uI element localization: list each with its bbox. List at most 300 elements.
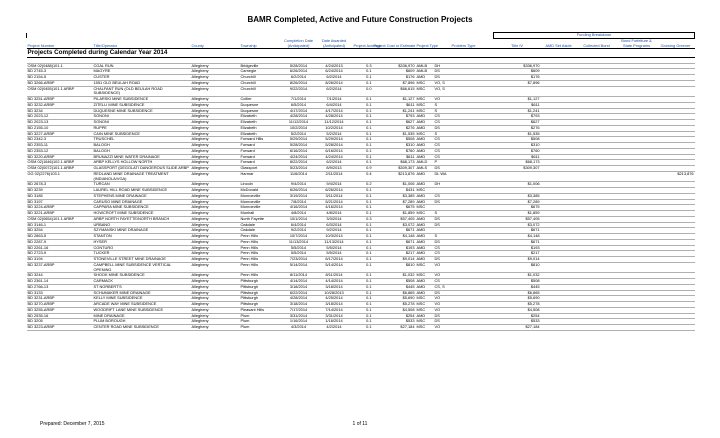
cell-project-number: BD 3146-1 <box>27 222 93 228</box>
cell-completion: 10/7/2014 <box>282 234 316 240</box>
cell-title-iv: $27,184 <box>494 325 541 331</box>
cell-problem: VO <box>434 262 494 273</box>
cell-type: AMLD <box>416 160 434 166</box>
cell-township: Pittsburgh <box>240 296 282 302</box>
cell-growing <box>657 86 695 97</box>
cell-title: WOODRIFT LANE MINE SUBSIDENCE <box>93 307 191 313</box>
cell-township: Monroeville <box>240 193 282 199</box>
cell-awarded: 10/28/2013 <box>316 290 353 296</box>
cell-title: KELLY MINE SUBSIDENCE <box>93 296 191 302</box>
cell-growing <box>657 325 695 331</box>
cell-township: Forward Hills <box>240 137 282 143</box>
cell-type: MSC <box>416 302 434 308</box>
cell-project-number: BD 3133 <box>27 290 93 296</box>
cell-awarded: 10/3/2014 <box>316 234 353 240</box>
cell-completion: 7/17/2014 <box>282 307 316 313</box>
cell-awarded: 4/25/2014 <box>316 296 353 302</box>
cell-title-iv: $57,405 <box>494 216 541 222</box>
cell-title: CENTER ROAD MINE SUBSIDENCE <box>93 325 191 331</box>
cell-county: Allegheny <box>191 143 240 149</box>
cell-county: Allegheny <box>191 239 240 245</box>
cell-project-number: BD 3227-ARBP <box>27 131 93 137</box>
cell-problem: DS <box>434 313 494 319</box>
cell-cost: $627 <box>373 120 416 126</box>
cell-acreage: 0.1 <box>353 239 373 245</box>
cell-title: COAL RUN <box>93 63 191 69</box>
cell-title: CONTURO <box>93 245 191 251</box>
cell-project-number: BD 2353-12 <box>27 148 93 154</box>
cell-title-iv: $627 <box>494 120 541 126</box>
cell-cost: $793 <box>373 114 416 120</box>
cell-title-iv: $671 <box>494 239 541 245</box>
cell-project-number: GG 02(2276)103.1 <box>27 171 93 182</box>
cell-county: Allegheny <box>191 193 240 199</box>
cell-awarded: 6/26/2014 <box>316 188 353 194</box>
cell-project-number: BD 2261-16 <box>27 245 93 251</box>
cell-title-iv: $68,173 <box>494 160 541 166</box>
cell-awarded: 4/24/2014 <box>316 154 353 160</box>
cell-county: Allegheny <box>191 284 240 290</box>
cell-project-number: BD 3232-ARBP <box>27 102 93 108</box>
cell-acreage: 0.1 <box>353 257 373 263</box>
cell-cost: $66,615 <box>373 86 416 97</box>
cell-acreage: 0.1 <box>353 290 373 296</box>
cell-project-number: BD 3237-ARBP <box>27 262 93 273</box>
cell-awarded: 6/2/2014 <box>316 75 353 81</box>
cell-type: MSC <box>416 307 434 313</box>
column-header-awarded: Date Awarded (Anticipated) <box>316 38 353 49</box>
cell-problem: DS <box>434 319 494 325</box>
cell-project-number: BD 3254 <box>27 228 93 234</box>
cell-cost: $533 <box>373 319 416 325</box>
cell-project-number: BD 2287-9 <box>27 239 93 245</box>
cell-county: Allegheny <box>191 102 240 108</box>
cell-title-iv: $276 <box>494 125 541 131</box>
cell-title: DUQUESNE MINE SUBSIDENCE <box>93 108 191 114</box>
cell-acreage: 0.1 <box>353 279 373 285</box>
cell-acreage: 0.1 <box>353 80 373 86</box>
cell-township: Churchill <box>240 86 282 97</box>
cell-title: STONEVILLE STREET MINE DRAINAGE <box>93 257 191 263</box>
cell-project-number: BD 3244 <box>27 273 93 279</box>
cell-awarded: 6/24/2014 <box>316 69 353 75</box>
cell-title-iv <box>494 171 541 182</box>
cell-county: Allegheny <box>191 182 240 188</box>
cell-township: Glassport <box>240 166 282 172</box>
cell-title: SZYMANSKI MINE DRAINAGE <box>93 228 191 234</box>
cell-problem: CS <box>434 154 494 160</box>
cell-township: Oakdale <box>240 228 282 234</box>
cell-township: Elizabeth <box>240 120 282 126</box>
cell-title-iv: $1,241 <box>494 108 541 114</box>
cell-completion: 3/31/2014 <box>282 313 316 319</box>
cell-acreage: 0.1 <box>353 193 373 199</box>
cell-type: AMD <box>416 148 434 154</box>
cell-county: Allegheny <box>191 114 240 120</box>
cell-acreage: 0.1 <box>353 97 373 103</box>
column-header-bond: Collected Bond <box>577 38 617 49</box>
cell-project-number: BD 3221-ARBP <box>27 211 93 217</box>
cell-awarded: 7/1/2014 <box>316 97 353 103</box>
cell-title-iv: $445 <box>494 284 541 290</box>
cell-type: AMD <box>416 182 434 188</box>
cell-problem: P <box>434 160 494 166</box>
cell-type: AMD <box>416 143 434 149</box>
cell-completion: 6/2/2014 <box>282 75 316 81</box>
cell-title: PLUM BOROUGH <box>93 319 191 325</box>
cell-county: Allegheny <box>191 211 240 217</box>
column-header-problem: Problem Type <box>434 38 494 49</box>
cell-title-iv: $1,006 <box>494 182 541 188</box>
cell-title-iv: $1,535 <box>494 131 541 137</box>
column-header-type: Project Type <box>416 38 434 49</box>
cell-acreage: 0.1 <box>353 273 373 279</box>
cell-problem: DS <box>434 125 494 131</box>
cell-completion: 10/2/2014 <box>282 125 316 131</box>
table-row <box>27 171 695 182</box>
cell-title: CAMPBELL MINE SUBSIDENCE VERTICAL OPENING <box>93 262 191 273</box>
cell-problem: S <box>434 234 494 240</box>
cell-type: AMD <box>416 239 434 245</box>
cell-title: CARUSO MINE DRAINAGE <box>93 199 191 205</box>
cell-project-number: OSM 02(1646)102.1 ARBP <box>27 160 93 166</box>
cell-township: Penn Hills <box>240 239 282 245</box>
cell-title-iv: $609 <box>494 69 541 75</box>
cell-type: AMLS <box>416 166 434 172</box>
cell-county: Allegheny <box>191 69 240 75</box>
cell-acreage: 0.1 <box>353 211 373 217</box>
cell-title-iv: $810 <box>494 262 541 273</box>
cell-type: AMD <box>416 284 434 290</box>
cell-project-number: BD 2745-3 <box>27 69 93 75</box>
cell-problem: DS <box>434 239 494 245</box>
cell-type: AMLB <box>416 63 434 69</box>
cell-bond <box>577 171 617 182</box>
cell-awarded: 4/16/2014 <box>316 205 353 211</box>
cell-acreage: 0.1 <box>353 284 373 290</box>
cell-problem: CS <box>434 279 494 285</box>
cell-title: CHALFANT RUN (OLD BEULAH ROAD SUBSIDENCE) <box>93 86 191 97</box>
cell-completion: 7/23/2014 <box>282 257 316 263</box>
cell-township: Plum <box>240 325 282 331</box>
prepared-date: Prepared: December 7, 2015 <box>40 421 105 427</box>
cell-acreage: 0.1 <box>353 143 373 149</box>
cell-acreage: 0.1 <box>353 114 373 120</box>
cell-cost: $254 <box>373 313 416 319</box>
cell-acreage: 0.1 <box>353 131 373 137</box>
cell-type: AMD <box>416 257 434 263</box>
cell-title: STANTON <box>93 234 191 240</box>
cell-problem: DH <box>434 63 494 69</box>
cell-title: MINE DRAINAGE <box>93 313 191 319</box>
cell-forfeiture <box>617 171 657 182</box>
cell-title: ST NORBERT'S <box>93 284 191 290</box>
cell-problem: VO <box>434 296 494 302</box>
projects-table <box>26 32 695 331</box>
cell-acreage: 0.3 <box>353 63 373 69</box>
cell-project-number: BD 3239 <box>27 188 93 194</box>
cell-awarded: 2/11/2014 <box>316 171 353 182</box>
cell-growing <box>657 262 695 273</box>
cell-cost: $336,970 <box>373 63 416 69</box>
cell-completion: 9/2/2014 <box>282 228 316 234</box>
page-number: 1 of 11 <box>352 421 368 427</box>
cell-title: PILARSKI MINE SUBSIDENCE <box>93 97 191 103</box>
cell-title: LAUREL HILL ROAD MINE SUBSIDENCE <box>93 188 191 194</box>
table-row <box>27 262 695 273</box>
cell-type: AMD <box>416 234 434 240</box>
cell-cost: $57,405 <box>373 216 416 222</box>
cell-county: Allegheny <box>191 75 240 81</box>
cell-title-iv: $9,014 <box>494 257 541 263</box>
cell-awarded: 8/9/2013 <box>316 166 353 172</box>
cell-awarded: 1/16/2014 <box>316 319 353 325</box>
cell-title: REDLAND MINE DRAINAGE TREATMENT (INDIANOLA/VGA) <box>93 171 191 182</box>
cell-cost: $4,148 <box>373 234 416 240</box>
funding-breakdown-header: Funding Breakdown <box>494 33 695 39</box>
cell-awarded: 6/16/2014 <box>316 148 353 154</box>
column-header-amd: AMD Set Aside <box>541 38 577 49</box>
cell-acreage: 0.1 <box>353 120 373 126</box>
cell-county: Allegheny <box>191 131 240 137</box>
cell-completion: 5/29/2014 <box>282 137 316 143</box>
cell-acreage: 0.1 <box>353 313 373 319</box>
cell-county: Allegheny <box>191 313 240 319</box>
cell-project-number: BD 3255-ARBP <box>27 307 93 313</box>
cell-project-number: OSM 02(0488)101.1 <box>27 63 93 69</box>
cell-type: MSC <box>416 131 434 137</box>
cell-type: AMD <box>416 199 434 205</box>
cell-cost: $1,006 <box>373 182 416 188</box>
cell-type: AMLB <box>416 69 434 75</box>
cell-title: HYSER <box>93 239 191 245</box>
cell-acreage: 0.1 <box>353 228 373 234</box>
cell-completion: 3/18/2014 <box>282 284 316 290</box>
cell-awarded: 4/28/2014 <box>316 114 353 120</box>
cell-county: Allegheny <box>191 63 240 69</box>
cell-title: SONONI <box>93 120 191 126</box>
cell-title-iv: $193 <box>494 245 541 251</box>
column-header-forfeiture: Bond Forfeiture & State Programs <box>617 38 657 49</box>
cell-problem: CS <box>434 143 494 149</box>
cell-project-number: BD 3205 <box>27 319 93 325</box>
cell-awarded: 4/24/2013 <box>316 63 353 69</box>
cell-type: MSC <box>416 86 434 97</box>
cell-county: Allegheny <box>191 228 240 234</box>
cell-project-number: BD 3270-ARBP <box>27 302 93 308</box>
cell-title: ARCADE WAY MINE SUBSIDENCE <box>93 302 191 308</box>
cell-type: AMD <box>416 216 434 222</box>
cell-cost: $508 <box>373 137 416 143</box>
cell-township: McDonald <box>240 188 282 194</box>
cell-awarded: 5/28/2014 <box>316 143 353 149</box>
cell-title-iv: $671 <box>494 228 541 234</box>
cell-title: SHOOK MINE SUBSIDENCE <box>93 273 191 279</box>
cell-awarded: 3/18/2014 <box>316 302 353 308</box>
cell-completion: 4/24/2014 <box>282 154 316 160</box>
cell-cost: $1,032 <box>373 273 416 279</box>
cell-problem: S <box>434 108 494 114</box>
cell-cost: $760 <box>373 148 416 154</box>
cell-completion: 6/5/2014 <box>282 102 316 108</box>
cell-completion: 4/17/2014 <box>282 108 316 114</box>
cell-title: ZITELLI MINE SUBSIDENCE <box>93 102 191 108</box>
cell-acreage: 0.1 <box>353 302 373 308</box>
cell-project-number: OSM 02(0654)101.1 ARBP <box>27 216 93 222</box>
cell-type: AMD <box>416 171 434 182</box>
cell-cost: $68,173 <box>373 160 416 166</box>
cell-completion: 9/22/2014 <box>282 86 316 97</box>
cell-problem: CS <box>434 114 494 120</box>
cell-cost: $4,508 <box>373 307 416 313</box>
cell-problem: S <box>434 102 494 108</box>
cell-county: Allegheny <box>191 216 240 222</box>
column-header-completion: Completion Date (Anticipated) <box>282 38 316 49</box>
cell-acreage: 0.4 <box>353 171 373 182</box>
cell-cost: $27,184 <box>373 325 416 331</box>
column-header-acreage: Project Acreage <box>353 38 373 49</box>
cell-cost: $671 <box>373 228 416 234</box>
cell-type: MSC <box>416 97 434 103</box>
cell-cost: $1,535 <box>373 131 416 137</box>
cell-title-iv: $3,072 <box>494 222 541 228</box>
cell-forfeiture <box>617 325 657 331</box>
cell-awarded: 6/4/2014 <box>316 102 353 108</box>
cell-bond <box>577 262 617 273</box>
cell-cost: $609 <box>373 69 416 75</box>
cell-awarded: 7/14/2014 <box>316 307 353 313</box>
cell-problem: VO, S <box>434 86 494 97</box>
cell-county: Allegheny <box>191 160 240 166</box>
column-header-row <box>27 38 695 49</box>
cell-township: Elizabeth <box>240 131 282 137</box>
cell-township: Pittsburgh <box>240 279 282 285</box>
cell-county: Allegheny <box>191 205 240 211</box>
cell-problem: DS <box>434 69 494 75</box>
cell-acreage: 0.1 <box>353 188 373 194</box>
cell-title-iv: $760 <box>494 148 541 154</box>
cell-completion: 4/14/2014 <box>282 279 316 285</box>
cell-acreage: 0.1 <box>353 137 373 143</box>
cell-project-number: BD 3231-ARBP <box>27 296 93 302</box>
cell-completion: 5/28/2014 <box>282 143 316 149</box>
cell-project-number: BD 3194 <box>27 257 93 263</box>
cell-type: AMD <box>416 290 434 296</box>
cell-completion: 8/11/2014 <box>282 273 316 279</box>
cell-completion: 11/6/2014 <box>282 171 316 182</box>
cell-project-number: BD 2353-11 <box>27 143 93 149</box>
cell-project-number: BD 2023-13 <box>27 120 93 126</box>
cell-awarded: 6/17/2014 <box>316 257 353 263</box>
cell-project-number: BD 3197 <box>27 199 93 205</box>
cell-awarded: 5/2/2014 <box>316 131 353 137</box>
cell-completion: 6/22/2014 <box>282 290 316 296</box>
cell-project-number: BD 3234 <box>27 108 93 114</box>
cell-growing: $213,876 <box>657 171 695 182</box>
cell-cost: $176 <box>373 75 416 81</box>
cell-completion: 10/1/2014 <box>282 216 316 222</box>
cell-cost: $3,385 <box>373 193 416 199</box>
cell-title: BALOGH <box>93 143 191 149</box>
cell-acreage: 0.1 <box>353 325 373 331</box>
cell-county: Allegheny <box>191 166 240 172</box>
cell-type: MSC <box>416 325 434 331</box>
cell-project-number: BD 3223-ARBP <box>27 325 93 331</box>
cell-cost: $1,859 <box>373 211 416 217</box>
cell-type: MSC <box>416 319 434 325</box>
cell-project-number: BD 2723-9 <box>27 251 93 257</box>
cell-acreage: 0.1 <box>353 222 373 228</box>
cell-title-iv: $176 <box>494 75 541 81</box>
cell-title: URBANO <box>93 222 191 228</box>
cell-problem: DL WA <box>434 171 494 182</box>
cell-problem: CS <box>434 193 494 199</box>
cell-title: ARBP NORTH FAYETTE/NORTH BRANCH <box>93 216 191 222</box>
cell-project-number: BD 3185 <box>27 193 93 199</box>
cell-completion: 8/22/2014 <box>282 160 316 166</box>
cell-problem: DS <box>434 75 494 81</box>
cell-county: Allegheny <box>191 80 240 86</box>
cell-completion: 11/12/2014 <box>282 120 316 126</box>
cell-cost: $671 <box>373 239 416 245</box>
cell-project-number: OSM 02(0455)101.1 ARBP <box>27 86 93 97</box>
cell-township: Bridgeville <box>240 63 282 69</box>
cell-completion: 4/16/2014 <box>282 205 316 211</box>
cell-county: Allegheny <box>191 125 240 131</box>
cell-problem: VO <box>434 97 494 103</box>
cell-acreage: 0.1 <box>353 154 373 160</box>
cell-project-number: BD 2535-16 <box>27 313 93 319</box>
page-title: BAMR Completed, Active and Future Construction Projects <box>247 15 473 24</box>
cell-type: MSC <box>416 296 434 302</box>
cell-township: Pleasant Hills <box>240 307 282 313</box>
cell-project-number: BD 3251-ARBP <box>27 97 93 103</box>
cell-awarded: 5/29/2014 <box>316 137 353 143</box>
cell-township: Lincoln <box>240 182 282 188</box>
cell-cost: $675 <box>373 205 416 211</box>
cell-completion: 3/18/2014 <box>282 302 316 308</box>
cell-acreage: 0.1 <box>353 160 373 166</box>
cell-type: AMD <box>416 137 434 143</box>
cell-county: Allegheny <box>191 108 240 114</box>
cell-township: Duquesne <box>240 108 282 114</box>
cell-awarded: 11/12/2014 <box>316 120 353 126</box>
cell-county: Allegheny <box>191 319 240 325</box>
cell-problem: S <box>434 211 494 217</box>
cell-completion: 5/5/2014 <box>282 245 316 251</box>
cell-cost: $611 <box>373 154 416 160</box>
cell-title-iv: $4,508 <box>494 307 541 313</box>
cell-awarded: 6/2/2014 <box>316 160 353 166</box>
cell-completion: 4/3/2014 <box>282 325 316 331</box>
column-header-project-number: Project Number <box>27 38 93 49</box>
cell-awarded: 9/2/2014 <box>316 228 353 234</box>
section-title: Projects Completed during Calendar Year 2014 <box>27 49 695 58</box>
cell-township: Monroeville <box>240 199 282 205</box>
cell-completion: 5/23/2014 <box>282 166 316 172</box>
cell-township: Oakdale <box>240 222 282 228</box>
cell-problem: S <box>434 131 494 137</box>
cell-problem: CS <box>434 120 494 126</box>
cell-acreage: 0.3 <box>353 216 373 222</box>
column-header-title-iv: Title IV <box>494 38 541 49</box>
cell-acreage: 0.1 <box>353 75 373 81</box>
cell-project-number: BD 3220-ARBP <box>27 154 93 160</box>
cell-problem: CS <box>434 251 494 257</box>
cell-amd <box>541 86 577 97</box>
cell-cost: $6,865 <box>373 290 416 296</box>
cell-problem: VO <box>434 307 494 313</box>
